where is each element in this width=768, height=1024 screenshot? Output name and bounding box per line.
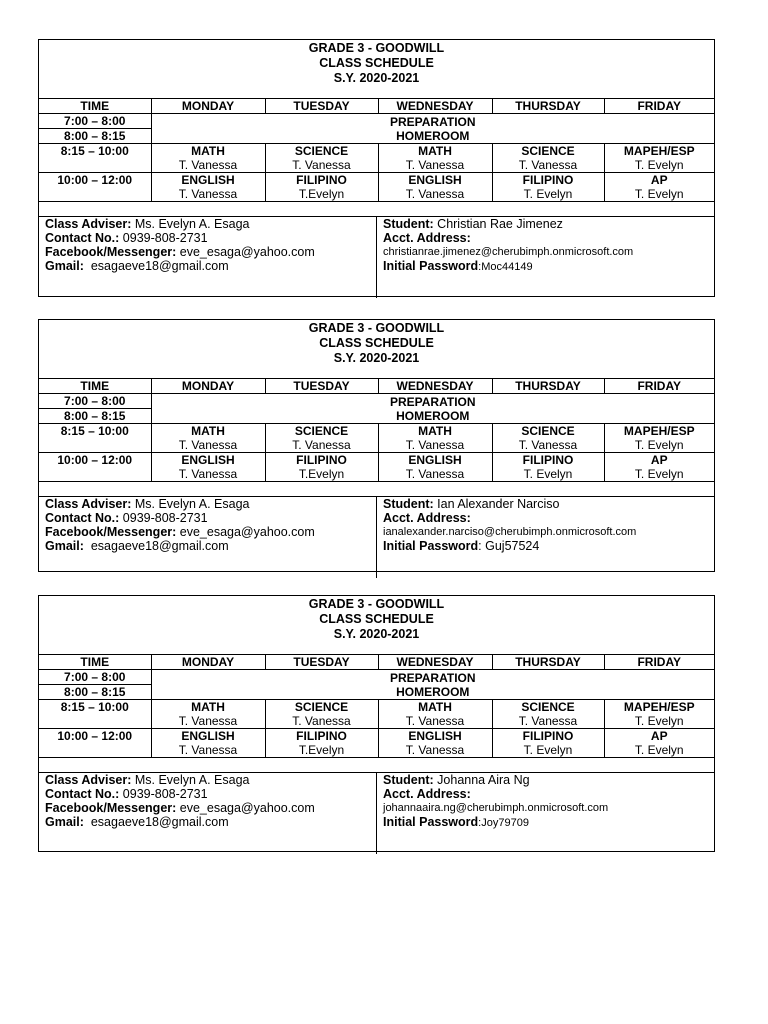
subject-name: FILIPINO xyxy=(522,729,574,743)
teacher-name: T. Evelyn xyxy=(523,743,573,757)
schedule-card xyxy=(38,39,715,297)
subject-name: ENGLISH xyxy=(408,453,462,467)
grade-section-title: GRADE 3 - GOODWILL xyxy=(308,321,445,335)
student-name: Christian Rae Jimenez xyxy=(433,217,563,231)
subject-name: MATH xyxy=(418,424,452,438)
teacher-name: T. Evelyn xyxy=(634,187,684,201)
subject-name: MATH xyxy=(191,700,225,714)
gmail-address: esagaeve18@gmail.com xyxy=(83,259,229,273)
col-header-thursday: THURSDAY xyxy=(492,379,604,394)
subject-cell xyxy=(265,453,378,482)
acct-address: christianrae.jimenez@cherubimph.onmicrosoft.com xyxy=(383,246,634,258)
schedule-title: CLASS SCHEDULE xyxy=(319,336,434,350)
col-header-friday: FRIDAY xyxy=(604,655,714,670)
adviser-name: Ms. Evelyn A. Esaga xyxy=(131,497,250,511)
preparation-label: PREPARATION xyxy=(389,114,476,129)
teacher-name: T. Vanessa xyxy=(178,187,238,201)
teacher-name: T. Evelyn xyxy=(634,714,684,728)
table-row xyxy=(39,453,714,482)
student-label: Student: xyxy=(383,217,434,231)
subject-name: FILIPINO xyxy=(522,453,574,467)
table-header-row xyxy=(39,655,714,670)
homeroom-label: HOMEROOM xyxy=(396,408,470,423)
subject-cell xyxy=(492,729,604,758)
preparation-homeroom-cell xyxy=(151,394,714,424)
acct-line xyxy=(383,231,714,245)
divider xyxy=(39,482,714,497)
adviser-name: Ms. Evelyn A. Esaga xyxy=(131,773,250,787)
subject-cell xyxy=(151,144,265,173)
adviser-info xyxy=(39,497,377,578)
teacher-name: T. Vanessa xyxy=(518,714,578,728)
subject-cell xyxy=(604,424,714,453)
time-cell: 8:15 – 10:00 xyxy=(39,700,151,729)
table-row xyxy=(39,670,714,685)
table-row xyxy=(39,114,714,129)
preparation-label: PREPARATION xyxy=(389,394,476,409)
student-info xyxy=(377,217,714,298)
password-label: Initial Password xyxy=(383,539,479,553)
initial-password: :Joy79709 xyxy=(478,817,529,829)
student-info xyxy=(377,497,714,578)
subject-name: MATH xyxy=(191,144,225,158)
subject-cell xyxy=(378,424,492,453)
school-year: S.Y. 2020-2021 xyxy=(333,71,420,85)
contact-number: 0939-808-2731 xyxy=(119,231,208,245)
table-row xyxy=(39,424,714,453)
acct-label: Acct. Address: xyxy=(383,511,471,525)
contact-label: Contact No.: xyxy=(45,787,120,801)
initial-password: :Moc44149 xyxy=(478,261,533,273)
subject-cell xyxy=(151,729,265,758)
adviser-info xyxy=(39,773,377,854)
teacher-name: T. Evelyn xyxy=(634,743,684,757)
gmail-address: esagaeve18@gmail.com xyxy=(83,539,229,553)
student-name: Ian Alexander Narciso xyxy=(433,497,560,511)
contact-line xyxy=(45,511,376,525)
col-header-monday: MONDAY xyxy=(151,655,265,670)
subject-cell xyxy=(265,144,378,173)
subject-name: ENGLISH xyxy=(181,173,235,187)
subject-cell xyxy=(265,173,378,202)
subject-name: MAPEH/ESP xyxy=(623,424,695,438)
student-line xyxy=(383,773,714,787)
subject-name: ENGLISH xyxy=(408,173,462,187)
teacher-name: T. Vanessa xyxy=(292,158,351,172)
col-header-monday: MONDAY xyxy=(151,99,265,114)
student-label: Student: xyxy=(383,497,434,511)
schedule-table xyxy=(39,655,714,758)
subject-cell xyxy=(492,144,604,173)
table-row xyxy=(39,394,714,409)
time-cell: 8:15 – 10:00 xyxy=(39,144,151,173)
teacher-name: T. Vanessa xyxy=(178,743,238,757)
grade-section-title: GRADE 3 - GOODWILL xyxy=(308,597,445,611)
subject-cell xyxy=(151,453,265,482)
homeroom-label: HOMEROOM xyxy=(396,128,470,143)
acct-address: johannaaira.ng@cherubimph.onmicrosoft.com xyxy=(383,802,609,814)
facebook-label: Facebook/Messenger: xyxy=(45,525,177,539)
subject-name: AP xyxy=(650,173,668,187)
info-section xyxy=(39,217,714,298)
teacher-name: T. Vanessa xyxy=(178,714,238,728)
password-line xyxy=(383,539,714,553)
subject-cell xyxy=(265,424,378,453)
student-line xyxy=(383,217,714,231)
time-cell: 8:00 – 8:15 xyxy=(39,685,151,700)
subject-cell xyxy=(378,700,492,729)
subject-cell xyxy=(604,453,714,482)
card-header xyxy=(39,40,714,99)
teacher-name: T.Evelyn xyxy=(298,187,345,201)
subject-cell xyxy=(378,173,492,202)
table-header-row xyxy=(39,379,714,394)
contact-label: Contact No.: xyxy=(45,231,120,245)
facebook-account: eve_esaga@yahoo.com xyxy=(176,245,315,259)
subject-cell xyxy=(151,173,265,202)
facebook-line xyxy=(45,245,376,259)
schedule-table xyxy=(39,379,714,482)
adviser-info xyxy=(39,217,377,298)
subject-cell xyxy=(492,424,604,453)
student-info xyxy=(377,773,714,854)
adviser-label: Class Adviser: xyxy=(45,217,132,231)
subject-cell xyxy=(151,700,265,729)
col-header-monday: MONDAY xyxy=(151,379,265,394)
subject-cell xyxy=(492,453,604,482)
adviser-label: Class Adviser: xyxy=(45,773,132,787)
acct-address: ianalexander.narciso@cherubimph.onmicrosoft.com xyxy=(383,526,637,538)
subject-name: SCIENCE xyxy=(521,700,575,714)
subject-cell xyxy=(604,729,714,758)
facebook-line xyxy=(45,801,376,815)
subject-name: ENGLISH xyxy=(181,453,235,467)
subject-name: MAPEH/ESP xyxy=(623,700,695,714)
initial-password: : Guj57524 xyxy=(478,539,540,553)
teacher-name: T. Evelyn xyxy=(634,467,684,481)
teacher-name: T. Evelyn xyxy=(634,438,684,452)
table-header-row xyxy=(39,99,714,114)
subject-name: FILIPINO xyxy=(296,173,347,187)
teacher-name: T. Evelyn xyxy=(523,187,573,201)
info-section xyxy=(39,773,714,854)
subject-cell xyxy=(492,173,604,202)
teacher-name: T. Vanessa xyxy=(405,714,465,728)
col-header-time: TIME xyxy=(39,655,151,670)
facebook-label: Facebook/Messenger: xyxy=(45,801,177,815)
password-line xyxy=(383,259,714,274)
subject-cell xyxy=(604,173,714,202)
col-header-wednesday: WEDNESDAY xyxy=(378,99,492,114)
teacher-name: T. Vanessa xyxy=(405,467,465,481)
time-cell: 8:00 – 8:15 xyxy=(39,409,151,424)
col-header-time: TIME xyxy=(39,99,151,114)
gmail-line xyxy=(45,539,376,553)
school-year: S.Y. 2020-2021 xyxy=(333,351,420,365)
acct-line xyxy=(383,511,714,525)
grade-section-title: GRADE 3 - GOODWILL xyxy=(308,41,445,55)
preparation-label: PREPARATION xyxy=(389,670,476,685)
teacher-name: T. Vanessa xyxy=(178,467,238,481)
col-header-friday: FRIDAY xyxy=(604,379,714,394)
subject-name: AP xyxy=(650,729,668,743)
student-name: Johanna Aira Ng xyxy=(433,773,530,787)
teacher-name: T. Evelyn xyxy=(523,467,573,481)
teacher-name: T. Vanessa xyxy=(178,438,238,452)
gmail-label: Gmail: xyxy=(45,539,84,553)
password-line xyxy=(383,815,714,830)
card-header xyxy=(39,320,714,379)
subject-name: SCIENCE xyxy=(294,424,349,438)
card-header xyxy=(39,596,714,655)
subject-cell xyxy=(378,453,492,482)
teacher-name: T. Vanessa xyxy=(405,438,465,452)
subject-cell xyxy=(378,729,492,758)
teacher-name: T. Vanessa xyxy=(405,743,465,757)
adviser-name: Ms. Evelyn A. Esaga xyxy=(131,217,250,231)
table-row xyxy=(39,173,714,202)
subject-name: MATH xyxy=(191,424,225,438)
schedule-card xyxy=(38,319,715,572)
student-label: Student: xyxy=(383,773,434,787)
col-header-thursday: THURSDAY xyxy=(492,655,604,670)
subject-cell xyxy=(151,424,265,453)
subject-name: FILIPINO xyxy=(296,453,347,467)
schedule-table xyxy=(39,99,714,202)
teacher-name: T. Vanessa xyxy=(405,187,465,201)
table-row xyxy=(39,729,714,758)
preparation-homeroom-cell xyxy=(151,670,714,700)
subject-name: FILIPINO xyxy=(296,729,347,743)
col-header-wednesday: WEDNESDAY xyxy=(378,379,492,394)
school-year: S.Y. 2020-2021 xyxy=(333,627,420,641)
subject-name: SCIENCE xyxy=(294,700,349,714)
subject-cell xyxy=(265,700,378,729)
col-header-friday: FRIDAY xyxy=(604,99,714,114)
teacher-name: T. Evelyn xyxy=(634,158,684,172)
acct-label: Acct. Address: xyxy=(383,787,471,801)
schedule-card xyxy=(38,595,715,852)
teacher-name: T. Vanessa xyxy=(405,158,465,172)
subject-cell xyxy=(492,700,604,729)
adviser-line xyxy=(45,773,376,787)
col-header-time: TIME xyxy=(39,379,151,394)
divider xyxy=(39,202,714,217)
subject-name: AP xyxy=(650,453,668,467)
contact-label: Contact No.: xyxy=(45,511,120,525)
time-cell: 7:00 – 8:00 xyxy=(39,394,151,409)
time-cell: 8:00 – 8:15 xyxy=(39,129,151,144)
table-row xyxy=(39,700,714,729)
contact-number: 0939-808-2731 xyxy=(119,511,208,525)
col-header-tuesday: TUESDAY xyxy=(265,99,378,114)
student-line xyxy=(383,497,714,511)
teacher-name: T.Evelyn xyxy=(298,467,345,481)
time-cell: 7:00 – 8:00 xyxy=(39,670,151,685)
teacher-name: T.Evelyn xyxy=(298,743,345,757)
gmail-line xyxy=(45,259,376,273)
contact-line xyxy=(45,231,376,245)
subject-name: FILIPINO xyxy=(522,173,574,187)
col-header-wednesday: WEDNESDAY xyxy=(378,655,492,670)
adviser-label: Class Adviser: xyxy=(45,497,132,511)
teacher-name: T. Vanessa xyxy=(178,158,238,172)
password-label: Initial Password xyxy=(383,259,479,273)
teacher-name: T. Vanessa xyxy=(292,438,351,452)
preparation-homeroom-cell xyxy=(151,114,714,144)
col-header-tuesday: TUESDAY xyxy=(265,655,378,670)
teacher-name: T. Vanessa xyxy=(518,158,578,172)
time-cell: 7:00 – 8:00 xyxy=(39,114,151,129)
gmail-address: esagaeve18@gmail.com xyxy=(83,815,229,829)
subject-cell xyxy=(378,144,492,173)
col-header-thursday: THURSDAY xyxy=(492,99,604,114)
adviser-line xyxy=(45,217,376,231)
subject-name: SCIENCE xyxy=(521,144,575,158)
facebook-account: eve_esaga@yahoo.com xyxy=(176,525,315,539)
facebook-label: Facebook/Messenger: xyxy=(45,245,177,259)
subject-name: MAPEH/ESP xyxy=(623,144,695,158)
facebook-line xyxy=(45,525,376,539)
teacher-name: T. Vanessa xyxy=(518,438,578,452)
acct-line xyxy=(383,787,714,801)
facebook-account: eve_esaga@yahoo.com xyxy=(176,801,315,815)
divider xyxy=(39,758,714,773)
contact-number: 0939-808-2731 xyxy=(119,787,208,801)
subject-name: ENGLISH xyxy=(181,729,235,743)
password-label: Initial Password xyxy=(383,815,479,829)
subject-cell xyxy=(604,144,714,173)
subject-name: MATH xyxy=(418,700,452,714)
adviser-line xyxy=(45,497,376,511)
time-cell: 8:15 – 10:00 xyxy=(39,424,151,453)
subject-name: MATH xyxy=(418,144,452,158)
gmail-label: Gmail: xyxy=(45,259,84,273)
subject-cell xyxy=(604,700,714,729)
time-cell: 10:00 – 12:00 xyxy=(39,453,151,482)
time-cell: 10:00 – 12:00 xyxy=(39,729,151,758)
subject-name: SCIENCE xyxy=(521,424,575,438)
gmail-line xyxy=(45,815,376,829)
gmail-label: Gmail: xyxy=(45,815,84,829)
teacher-name: T. Vanessa xyxy=(292,714,351,728)
table-row xyxy=(39,144,714,173)
subject-name: ENGLISH xyxy=(408,729,462,743)
info-section xyxy=(39,497,714,578)
col-header-tuesday: TUESDAY xyxy=(265,379,378,394)
time-cell: 10:00 – 12:00 xyxy=(39,173,151,202)
subject-name: SCIENCE xyxy=(294,144,349,158)
subject-cell xyxy=(265,729,378,758)
homeroom-label: HOMEROOM xyxy=(396,684,470,699)
acct-label: Acct. Address: xyxy=(383,231,471,245)
contact-line xyxy=(45,787,376,801)
schedule-title: CLASS SCHEDULE xyxy=(319,612,434,626)
schedule-title: CLASS SCHEDULE xyxy=(319,56,434,70)
